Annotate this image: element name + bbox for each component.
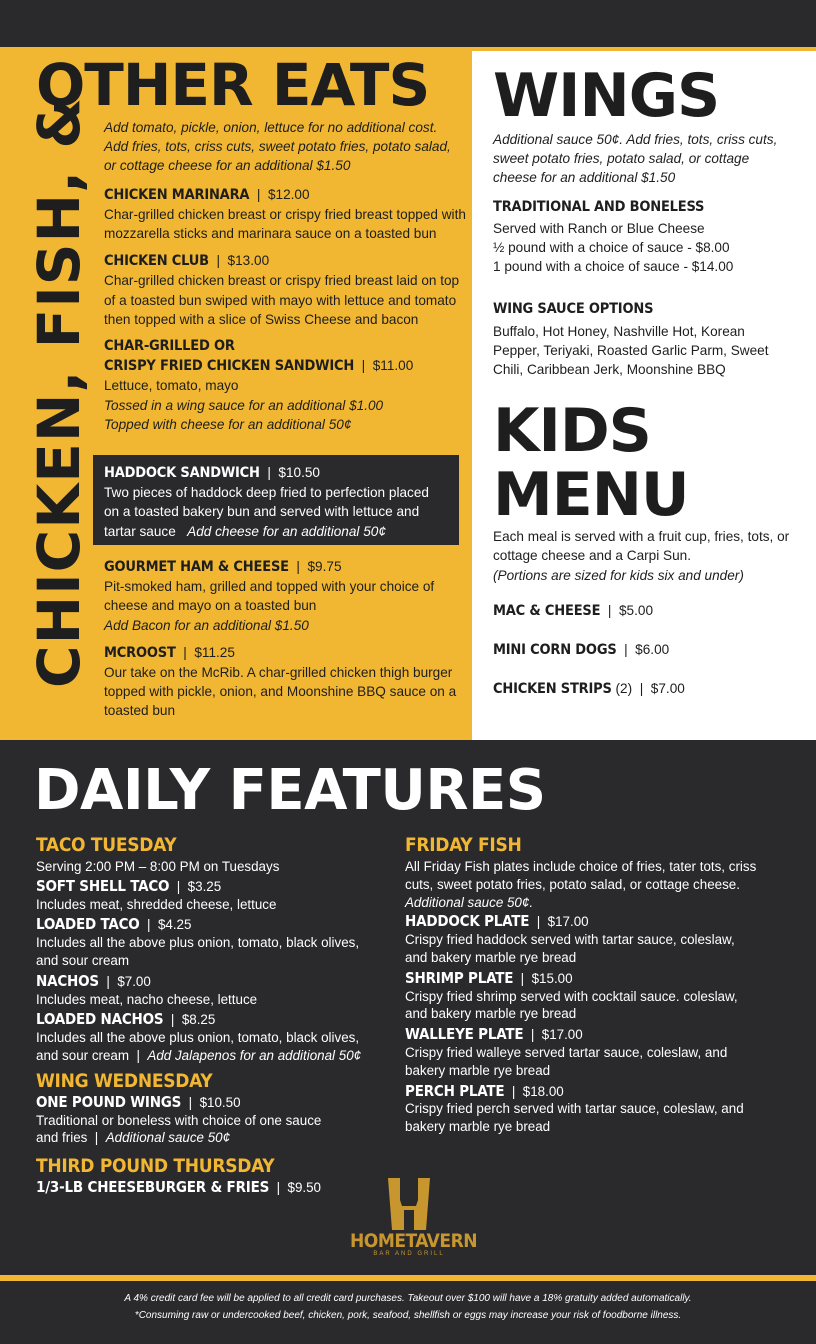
wings-traditional-heading: TRADITIONAL AND BONELESS (493, 198, 705, 215)
menu-item-chicken-marinara: CHICKEN MARINARA | $12.00 Char-grilled chicken breast or crispy fried breast topped with mozzarella sticks and marinara sauce on a toasted bun (104, 185, 466, 244)
footer-line-warning: *Consuming raw or undercooked beef, chicken, pork, seafood, shellfish or eggs may increase your risk of foodborne illness. (134, 1310, 682, 1321)
logo-name: HOMETAVERN (350, 1230, 478, 1252)
fish-item-walleye-plate: WALLEYE PLATE | $17.00 Crispy fried walleye served tartar sauce, coleslaw, and bakery marble rye bread (405, 1025, 728, 1078)
wings-traditional-line: ½ pound with a choice of sauce - $8.00 (493, 240, 730, 256)
item-price: $11.25 (194, 644, 235, 660)
kids-title-line-1: KIDS (493, 396, 651, 467)
item-note: Add Bacon for an additional $1.50 (104, 617, 309, 633)
item-note: Topped with cheese for an additional 50¢ (104, 416, 352, 432)
wings-intro: Additional sauce 50¢. Add fries, tots, criss cuts, sweet potato fries, potato salad, or cottage cheese for an additional $1.50 (493, 132, 778, 186)
item-price: $12.00 (267, 186, 310, 202)
item-desc: Our take on the McRib. A char-grilled chicken thigh burger topped with pickle, onion, and Moonshine BBQ sauce on a toasted bun (104, 665, 457, 719)
item-name: HADDOCK SANDWICH (104, 465, 260, 481)
kids-item-mini-corn-dogs: MINI CORN DOGS | $6.00 (493, 642, 670, 659)
kids-item-chicken-strips: CHICKEN STRIPS (2) | $7.00 (493, 681, 685, 698)
top-band (0, 0, 816, 47)
third-pound-thursday-heading: THIRD POUND THURSDAY (36, 1155, 275, 1178)
wing-wednesday-heading: WING WEDNESDAY (36, 1069, 213, 1092)
item-note: Add cheese for an additional 50¢ (187, 523, 386, 539)
wings-kids-column (493, 61, 793, 699)
kids-note: (Portions are sized for kids six and under) (493, 567, 744, 583)
menu-item-chicken-sandwich: CHAR-GRILLED OR CRISPY FRIED CHICKEN SANDWICH | $11.00 Lettuce, tomato, mayo Tossed in a wing sauce for an additional $1.00 Topped with cheese for an additional 50¢ (104, 337, 466, 434)
taco-tuesday-heading: TACO TUESDAY (36, 834, 177, 856)
daily-item-soft-shell-taco: SOFT SHELL TACO | $3.25 Includes meat, shredded cheese, lettuce (36, 876, 277, 912)
wings-traditional-line: Served with Ranch or Blue Cheese (493, 220, 705, 236)
item-name: GOURMET HAM & CHEESE (104, 559, 289, 576)
item-price: $10.50 (278, 465, 320, 480)
fish-item-perch-plate: PERCH PLATE | $18.00 Crispy fried perch served with tartar sauce, coleslaw, and bakery marble rye bread (405, 1081, 744, 1135)
item-name: CHICKEN MARINARA (104, 186, 250, 203)
other-eats-list (104, 118, 466, 729)
menu-item-gourmet-ham-cheese: GOURMET HAM & CHEESE | $9.75 Pit-smoked ham, grilled and topped with your choice of cheese and mayo on a toasted bun Add Bacon for an additional $1.50 (104, 557, 466, 635)
fish-item-shrimp-plate: SHRIMP PLATE | $15.00 Crispy fried shrimp served with cocktail sauce. coleslaw, and bakery marble rye bread (405, 968, 738, 1022)
h-logo-icon (350, 1176, 468, 1232)
menu-item-chicken-club: CHICKEN CLUB | $13.00 Char-grilled chicken breast or crispy fried breast laid on top of a toasted bun swiped with mayo with lettuce and tomato then topped with a slice of Swiss Cheese and bacon (104, 251, 466, 329)
footer-line-fees: A 4% credit card fee will be applied to all credit card purchases. Takeout over $100 will have a 18% gratuity added automatically. (124, 1293, 692, 1304)
item-desc: Pit-smoked ham, grilled and topped with your choice of cheese and mayo on a toasted bun (104, 579, 435, 614)
menu-item-mcroost: MCROOST | $11.25 Our take on the McRib. A char-grilled chicken thigh burger topped with pickle, onion, and Moonshine BBQ sauce on a toasted bun (104, 643, 466, 721)
vertical-section-title: CHICKEN, FISH, & (25, 97, 93, 688)
daily-item-cheeseburger: 1/3-LB CHEESEBURGER & FRIES | $9.50 (36, 1178, 322, 1197)
item-desc: Char-grilled chicken breast or crispy fried breast laid on top of a toasted bun swiped with mayo with lettuce and tomato then topped with a slice of Swiss Cheese and bacon (104, 273, 460, 327)
wing-sauce-heading: WING SAUCE OPTIONS (493, 301, 654, 318)
friday-fish-intro: All Friday Fish plates include choice of fries, tater tots, criss cuts, sweet potato fries, potato salad, or cottage cheese. (405, 859, 757, 892)
friday-fish-heading: FRIDAY FISH (405, 834, 522, 856)
item-note: Tossed in a wing sauce for an additional $1.00 (104, 397, 384, 413)
kids-intro: Each meal is served with a fruit cup, fries, tots, or cottage cheese and a Carpi Sun. (493, 529, 790, 564)
daily-item-loaded-taco: LOADED TACO | $4.25 Includes all the above plus onion, tomato, black olives, and sour cream (36, 915, 360, 968)
daily-features-title: DAILY FEATURES (34, 758, 546, 823)
fish-item-haddock-plate: HADDOCK PLATE | $17.00 Crispy fried haddock served with tartar sauce, coleslaw, and bakery marble rye bread (405, 912, 735, 965)
item-name: MCROOST (104, 644, 176, 661)
daily-left-column (36, 832, 376, 1197)
daily-item-nachos: NACHOS | $7.00 Includes meat, nacho cheese, lettuce (36, 971, 258, 1007)
item-price: $9.75 (307, 559, 342, 575)
item-name-line-2: CRISPY FRIED CHICKEN SANDWICH (104, 358, 355, 375)
menu-item-haddock-sandwich: HADDOCK SANDWICH | $10.50 Two pieces of haddock deep fried to perfection placed on a toasted bakery bun and served with lettuce and tartar sauce Add cheese for an additional 50¢ (93, 455, 459, 545)
item-desc: Char-grilled chicken breast or crispy fried breast topped with mozzarella sticks and marinara sauce on a toasted bun (104, 206, 466, 242)
home-tavern-logo (350, 1176, 478, 1260)
other-eats-title: OTHER EATS (36, 51, 430, 119)
taco-serving-time: Serving 2:00 PM – 8:00 PM on Tuesdays (36, 859, 280, 874)
daily-item-one-pound-wings: ONE POUND WINGS | $10.50 Traditional or boneless with choice of one sauce and fries | Additional sauce 50¢ (36, 1092, 322, 1146)
logo-subtitle: BAR AND GRILL (373, 1251, 445, 1257)
wings-title: WINGS (493, 61, 720, 131)
wing-sauce-list: Buffalo, Hot Honey, Nashville Hot, Korean Pepper, Teriyaki, Roasted Garlic Parm, Sweet Chili, Caribbean Jerk, Moonshine BBQ (493, 323, 769, 378)
wings-traditional-line: 1 pound with a choice of sauce - $14.00 (493, 259, 734, 275)
item-desc: Lettuce, tomato, mayo (104, 378, 239, 394)
item-name-line-1: CHAR-GRILLED OR (104, 338, 235, 355)
item-desc: Two pieces of haddock deep fried to perfection placed on a toasted bakery bun and served with lettuce and tartar sauce (104, 485, 429, 539)
other-eats-intro: Add tomato, pickle, onion, lettuce for no additional cost. Add fries, tots, criss cuts, sweet potato fries, potato salad, or cottage cheese for an additional $1.50 (104, 120, 451, 174)
daily-item-loaded-nachos: LOADED NACHOS | $8.25 Includes all the above plus onion, tomato, black olives, and sour cream | Add Jalapenos for an additional 50¢ (36, 1010, 362, 1063)
item-price: $11.00 (372, 358, 414, 374)
daily-right-column (405, 832, 770, 1139)
item-price: $13.00 (227, 253, 270, 269)
item-name: CHICKEN CLUB (104, 253, 209, 270)
footer-rule (0, 1275, 816, 1281)
kids-item-mac-cheese: MAC & CHEESE | $5.00 (493, 602, 654, 619)
kids-title-line-2: MENU (493, 460, 689, 531)
friday-fish-note: Additional sauce 50¢. (405, 894, 534, 910)
footer-notes (0, 1290, 816, 1324)
